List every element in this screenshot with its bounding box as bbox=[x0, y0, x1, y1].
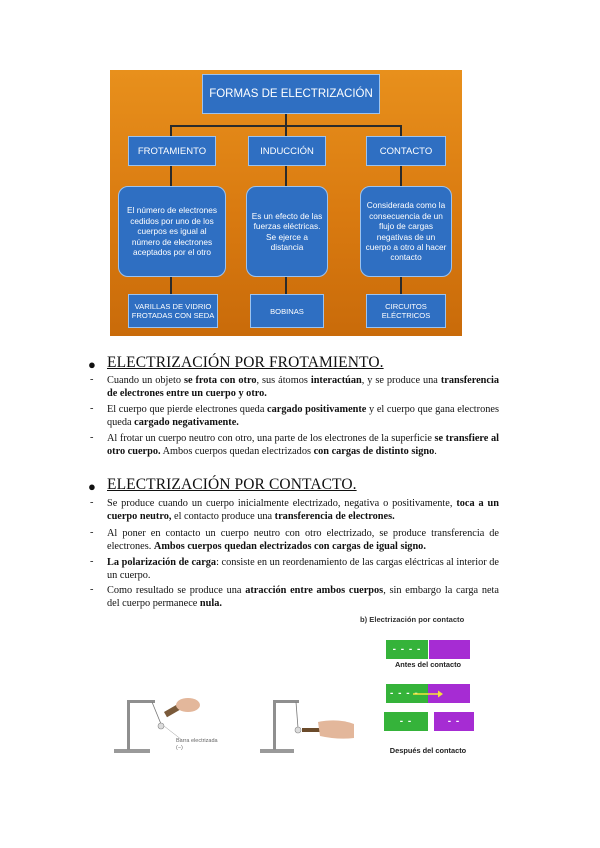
example-text: VARILLAS DE VIDRIO FROTADAS CON SEDA bbox=[131, 301, 215, 320]
text-run: Cuando un objeto bbox=[107, 375, 184, 386]
text-run: , sin embargo la carga neta del cuerpo permanece bbox=[107, 585, 499, 610]
connector-line bbox=[400, 277, 402, 294]
electrization-diagram bbox=[110, 70, 462, 336]
green-rect bbox=[386, 640, 428, 659]
connector-line bbox=[170, 166, 172, 186]
bold-text: se frota con otro bbox=[183, 375, 257, 386]
connector-line bbox=[285, 166, 287, 186]
bold-text: cargado negativamente. bbox=[134, 417, 239, 429]
connector-line bbox=[400, 166, 402, 186]
category-label: CONTACTO bbox=[379, 145, 433, 157]
caption-after: Después del contacto bbox=[389, 746, 467, 755]
bold-text: con cargas de distinto signo bbox=[313, 446, 435, 458]
text-run: Ambos cuerpos quedan electrizados bbox=[160, 446, 314, 458]
description-text: El número de electrones cedidos por uno de los cuerpos es igual al número de electrones aceptados por el otro bbox=[127, 205, 217, 258]
list-item bbox=[107, 584, 499, 611]
bullet-icon: ● bbox=[88, 479, 96, 494]
dash-marker: - bbox=[90, 432, 94, 443]
dash-marker: - bbox=[90, 497, 94, 508]
connector-line bbox=[170, 125, 172, 136]
caption-before: Antes del contacto bbox=[394, 660, 462, 669]
bold-text: toca a un cuerpo neutro, bbox=[107, 498, 499, 523]
description-box-frotamiento bbox=[118, 186, 226, 277]
dash-marker: - bbox=[90, 584, 94, 595]
connector-line bbox=[285, 125, 287, 136]
text-run: , y se produce una bbox=[361, 375, 441, 386]
description-text: Es un efecto de las fuerzas eléctricas. Se ejerce a distancia bbox=[251, 210, 323, 252]
section-heading-frotamiento: ELECTRIZACIÓN POR FROTAMIENTO. bbox=[107, 354, 384, 371]
list-item bbox=[107, 374, 499, 401]
diagram-title-box bbox=[202, 74, 380, 114]
connector-line bbox=[285, 277, 287, 294]
list-item bbox=[107, 432, 499, 459]
bold-text: nula. bbox=[199, 598, 222, 610]
category-box-induccion bbox=[248, 136, 326, 166]
bold-text: se transfiere al otro cuerpo. bbox=[107, 433, 499, 458]
bold-text: transferencia de electrones entre un cuerpo y otro. bbox=[107, 375, 499, 400]
bold-text: cargado positivamente bbox=[267, 404, 367, 415]
dash-marker: - bbox=[90, 374, 94, 385]
bold-text: Ambos cuerpos quedan electrizados con cargas de igual signo. bbox=[153, 541, 426, 553]
figure-title: b) Electrización por contacto bbox=[360, 615, 465, 624]
example-text: CIRCUITOS ELÉCTRICOS bbox=[381, 301, 431, 320]
text-run: Al frotar un cuerpo neutro con otro, una parte de los electrones de la superficie bbox=[107, 433, 435, 444]
text-run: el contacto produce una bbox=[171, 511, 275, 523]
list-item bbox=[107, 556, 499, 583]
text-run: Al poner en contacto un cuerpo neutro con otro electrizado, se produce transferencia de electrones. bbox=[107, 528, 499, 553]
list-item bbox=[107, 403, 499, 430]
list-item bbox=[107, 497, 499, 524]
bold-text: transferencia de electrones. bbox=[274, 511, 395, 523]
charges-text: - - - - bbox=[390, 688, 419, 699]
text-run: , sus átomos bbox=[256, 375, 311, 386]
section-heading-contacto: ELECTRIZACIÓN POR CONTACTO. bbox=[107, 476, 357, 493]
connector-line bbox=[170, 277, 172, 294]
arrow-right-icon bbox=[412, 689, 444, 699]
contact-figure bbox=[350, 612, 500, 762]
category-box-frotamiento bbox=[128, 136, 216, 166]
description-box-induccion bbox=[246, 186, 328, 277]
example-box-frotamiento bbox=[128, 294, 218, 328]
text-run: : consiste en un reordenamiento de las cargas eléctricas al interior de un cuerpo. bbox=[107, 557, 499, 582]
example-text: BOBINAS bbox=[270, 306, 304, 316]
bullet-icon: ● bbox=[88, 357, 96, 372]
purple-rect bbox=[429, 640, 470, 659]
bold-text: atracción entre ambos cuerpos bbox=[245, 585, 384, 596]
charges-text: - - bbox=[399, 716, 413, 727]
text-run: . bbox=[434, 446, 437, 458]
diagram-title: FORMAS DE ELECTRIZACIÓN bbox=[209, 88, 373, 100]
connector-line bbox=[400, 125, 402, 136]
charges-text: - - bbox=[447, 716, 461, 727]
category-label: FROTAMIENTO bbox=[137, 145, 207, 157]
pendulum-hand-illustration bbox=[258, 692, 358, 758]
rod-label: Barra electrizada (−) bbox=[176, 738, 218, 751]
category-box-contacto bbox=[366, 136, 446, 166]
example-box-induccion bbox=[250, 294, 324, 328]
bold-text: interactúan bbox=[310, 375, 362, 386]
category-label: INDUCCIÓN bbox=[260, 145, 314, 157]
dash-marker: - bbox=[90, 403, 94, 414]
bold-text: La polarización de carga bbox=[107, 557, 217, 568]
list-item bbox=[107, 527, 499, 554]
dash-marker: - bbox=[90, 527, 94, 538]
green-rect bbox=[384, 712, 428, 731]
text-run: Como resultado se produce una bbox=[107, 585, 246, 596]
text-run: Se produce cuando un cuerpo inicialmente electrizado, negativa o positivamente, bbox=[107, 498, 457, 509]
dash-marker: - bbox=[90, 556, 94, 567]
text-run: y el cuerpo que gana electrones queda bbox=[107, 404, 499, 429]
text-run: El cuerpo que pierde electrones queda bbox=[107, 404, 268, 415]
description-text: Considerada como la consecuencia de un flujo de cargas negativas de un cuerpo a otro al hacer contacto bbox=[365, 200, 447, 263]
example-box-contacto bbox=[366, 294, 446, 328]
purple-rect bbox=[434, 712, 474, 731]
charges-text: - - - - bbox=[392, 644, 422, 655]
description-box-contacto bbox=[360, 186, 452, 277]
